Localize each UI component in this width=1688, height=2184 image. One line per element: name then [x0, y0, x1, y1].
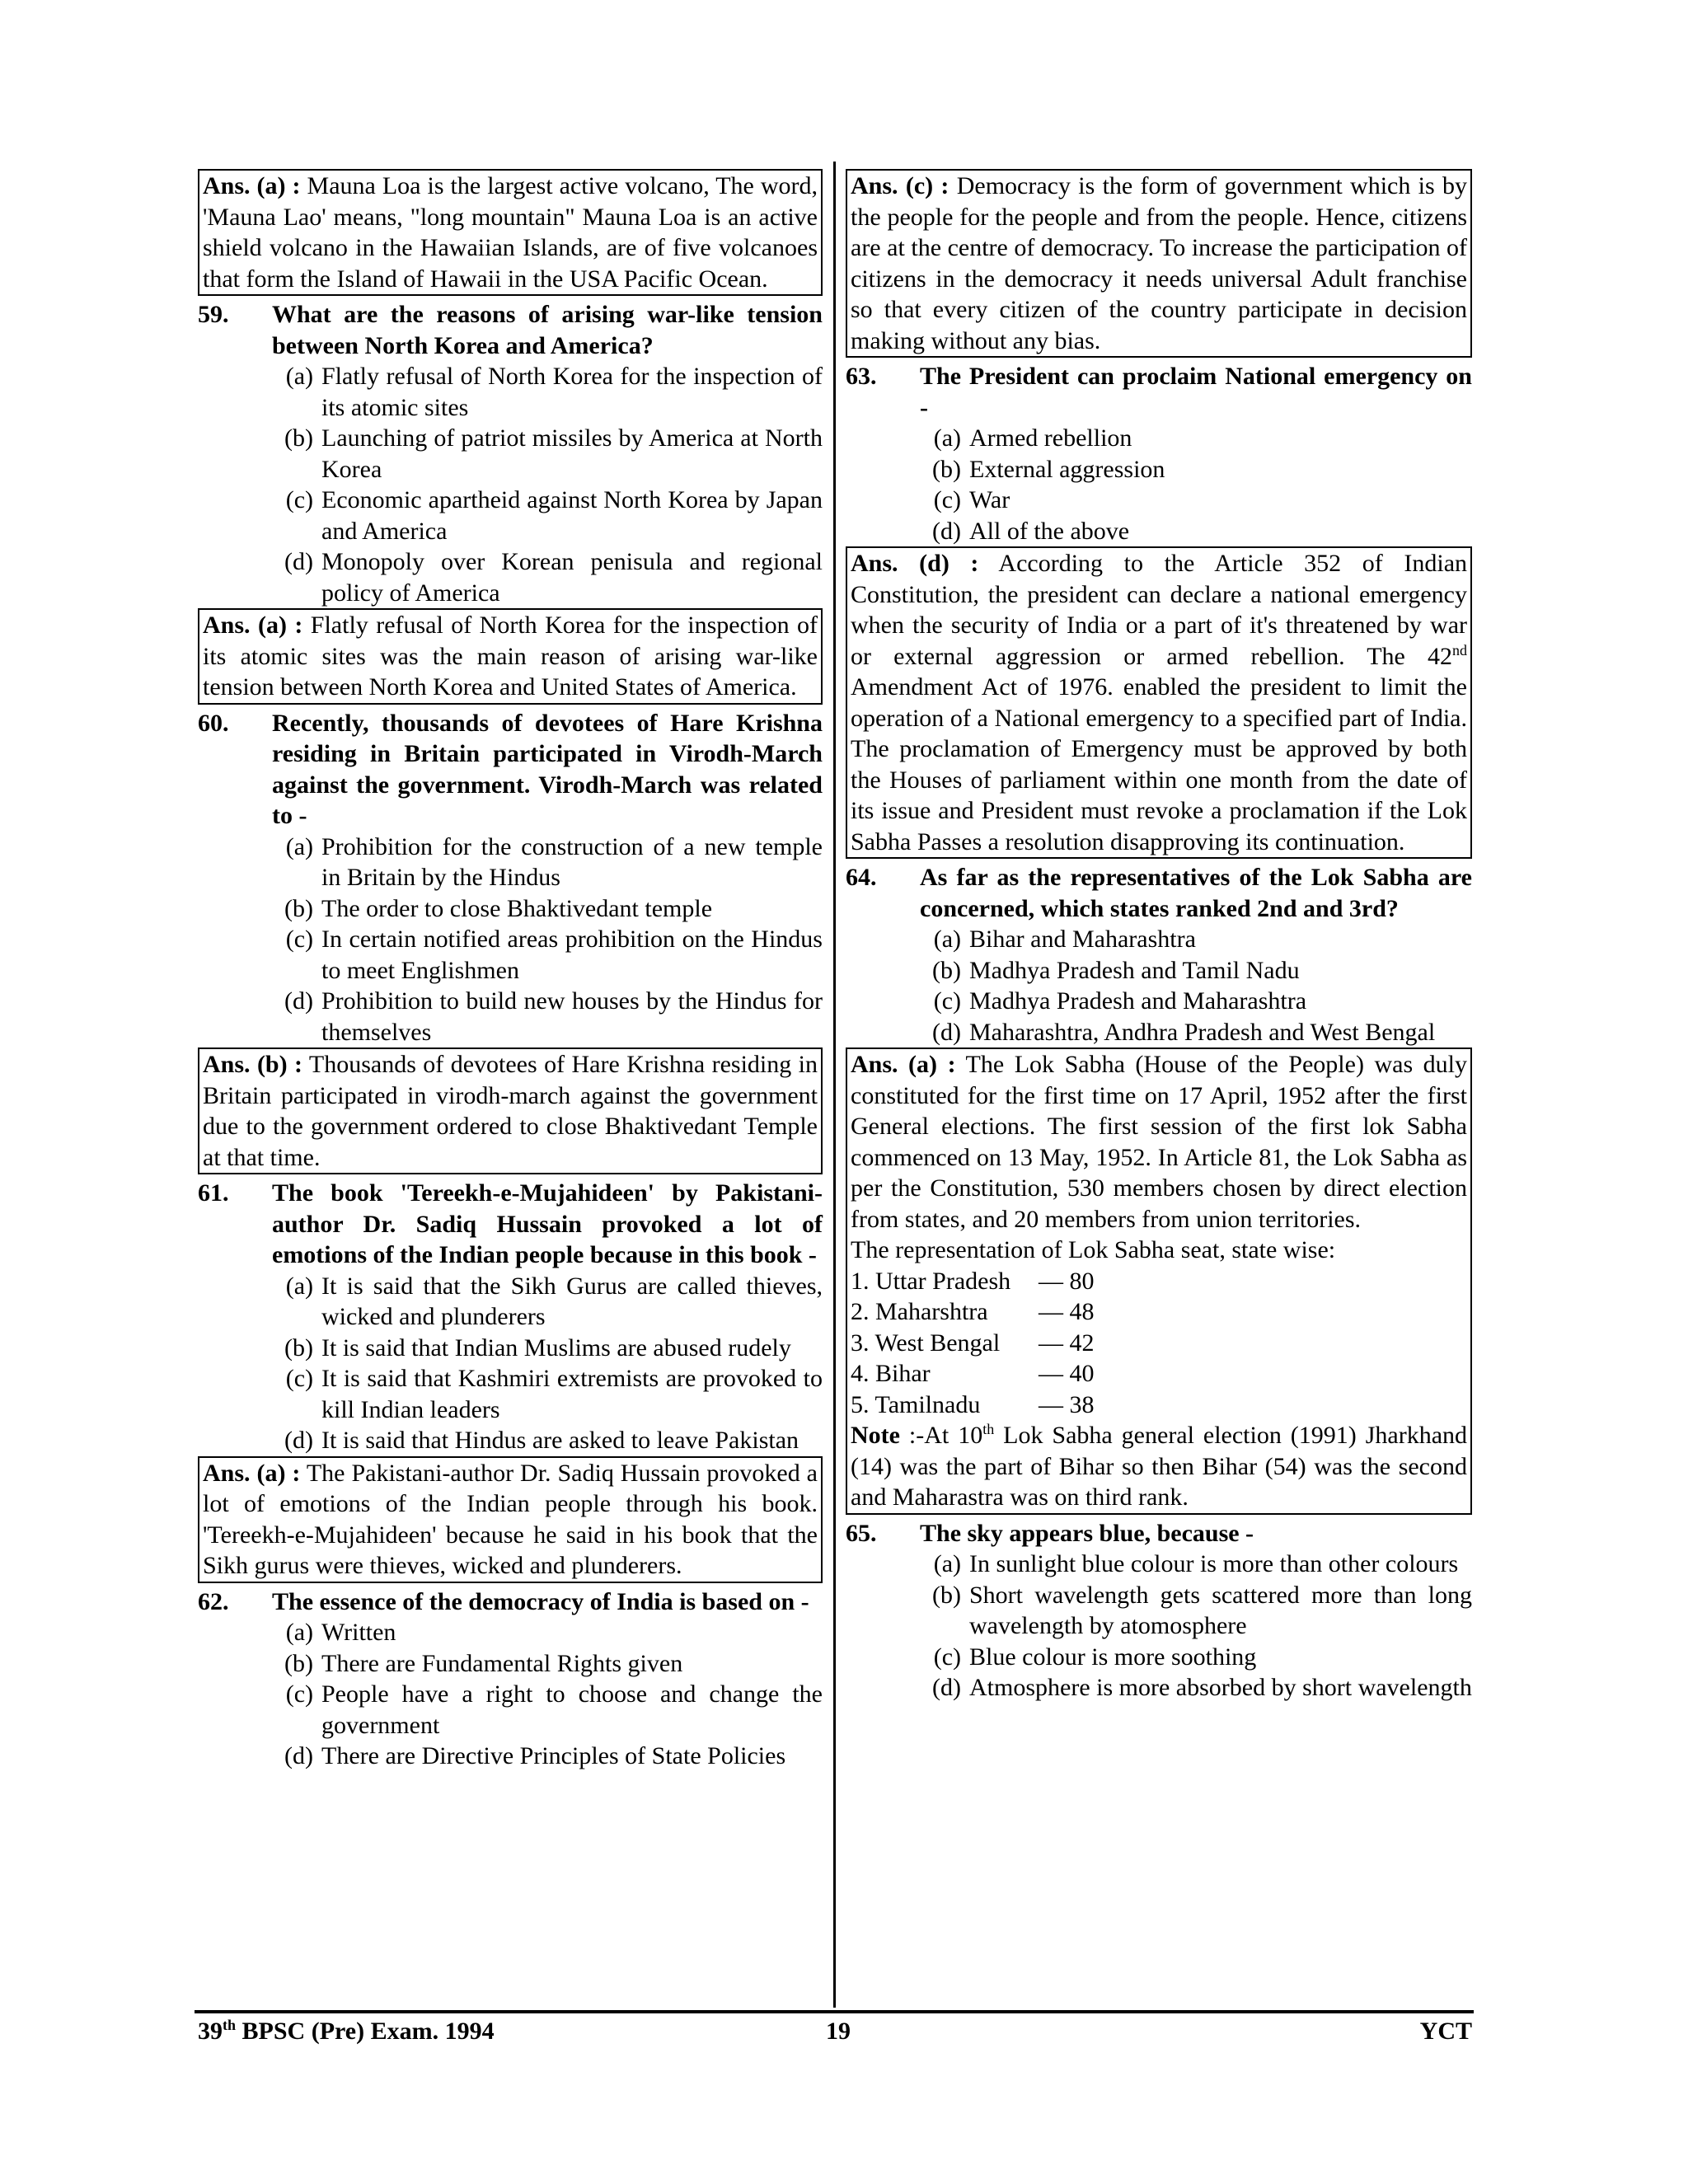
question-62 — [198, 1586, 823, 1618]
question-63 — [846, 361, 1472, 423]
left-column — [198, 169, 823, 1772]
superscript: nd — [1452, 641, 1467, 658]
answer-label: Ans. (b) : — [203, 1051, 303, 1078]
question-text: The President can proclaim National emergency on - — [920, 363, 1472, 421]
footer-rule — [195, 2010, 1474, 2013]
seat-list-intro: The representation of Lok Sabha seat, state wise: — [851, 1236, 1336, 1263]
answer-box-62 — [846, 169, 1472, 358]
page-number: 19 — [826, 2018, 851, 2045]
option-60-d: (d) Prohibition to build new houses by the Hindus for themselves — [284, 987, 823, 1046]
answer-label: Ans. (d) : — [851, 550, 979, 577]
state-row: 5. Tamilnadu — 38 — [851, 1390, 1095, 1418]
answer-text-cont: Amendment Act of 1976. enabled the president to limit the operation of a National emergency to a specified part of India. The proclamation of Emergency must be approved by both the Houses of parliament within one month from the date of its issue and President must revoke a proclamation if the Lok Sabha Passes a resolution disapproving its continuation. — [851, 673, 1467, 855]
question-number: 61. — [198, 1179, 229, 1207]
answer-box-61 — [198, 1456, 823, 1583]
option-60-b: (b) The order to close Bhaktivedant temple — [284, 894, 713, 922]
answer-text: The Pakistani-author Dr. Sadiq Hussain provoked a lot of emotions of the Indian people through his book. 'Tereekh-e-Mujahideen' because he said in his book that the Sikh gurus were thieves, wicked and plunderers. — [203, 1459, 818, 1579]
answer-text: Thousands of devotees of Hare Krishna residing in Britain participated in virodh-march against the government due to the government ordered to close Bhaktivedant Temple at that time. — [203, 1051, 818, 1171]
option-65-d: (d) Atmosphere is more absorbed by short wavelength — [932, 1674, 1472, 1701]
question-64 — [846, 862, 1472, 924]
question-number: 60. — [198, 709, 229, 737]
answer-label: Ans. (a) : — [851, 1051, 956, 1078]
option-64-c: (c) Madhya Pradesh and Maharashtra — [933, 987, 1307, 1015]
state-row: 1. Uttar Pradesh — 80 — [851, 1267, 1095, 1295]
option-61-a: (a) It is said that the Sikh Gurus are called thieves, wicked and plunderers — [285, 1272, 823, 1330]
question-text: The book 'Tereekh-e-Mujahideen' by Pakistani-author Dr. Sadiq Hussain provoked a lot of emotions of the Indian people because in this book - — [272, 1179, 823, 1268]
column-divider — [833, 162, 836, 2008]
answer-text: The Lok Sabha (House of the People) was duly constituted for the first time on 17 April, 1952 after the first General elections. The first session of the first lok Sabha commenced on 13 May, 1952. In Article 81, the Lok Sabha as per the Constitution, 530 members chosen by direct election from states, and 20 members from union territories. — [851, 1051, 1467, 1233]
page-footer — [198, 2018, 1472, 2054]
option-65-a: (a) In sunlight blue colour is more than other colours — [933, 1550, 1459, 1577]
question-text: What are the reasons of arising war-like tension between North Korea and America? — [272, 301, 823, 359]
question-number: 63. — [846, 363, 877, 390]
option-59-d: (d) Monopoly over Korean penisula and regional policy of America — [284, 548, 823, 607]
question-number: 62. — [198, 1587, 229, 1615]
option-62-b: (b) There are Fundamental Rights given — [284, 1649, 683, 1677]
option-61-d: (d) It is said that Hindus are asked to leave Pakistan — [284, 1427, 799, 1454]
option-62-a: (a) Written — [285, 1619, 396, 1646]
answer-box-64 — [846, 1047, 1472, 1515]
answer-text: Mauna Loa is the largest active volcano, The word, 'Mauna Lao' means, "long mountain" Mauna Loa is an active shield volcano in the Hawaiian Islands, are of five volcanoes that form the Island of Hawaii in the USA Pacific Ocean. — [203, 172, 818, 293]
answer-box-60 — [198, 1047, 823, 1174]
option-62-c: (c) People have a right to choose and change the government — [285, 1680, 823, 1739]
exam-title: 39th BPSC (Pre) Exam. 1994 — [198, 2017, 495, 2045]
question-65 — [846, 1518, 1472, 1549]
option-60-c: (c) In certain notified areas prohibition on the Hindus to meet Englishmen — [285, 926, 823, 984]
option-63-b: (b) External aggression — [932, 455, 1165, 483]
option-61-b: (b) It is said that Indian Muslims are abused rudely — [284, 1333, 791, 1361]
answer-box-63 — [846, 546, 1472, 859]
question-text: The sky appears blue, because - — [920, 1519, 1254, 1547]
state-row: 3. West Bengal — 42 — [851, 1329, 1095, 1357]
answer-label: Ans. (c) : — [851, 172, 950, 199]
question-number: 65. — [846, 1519, 877, 1547]
option-61-c: (c) It is said that Kashmiri extremists are provoked to kill Indian leaders — [285, 1365, 823, 1423]
note: Note :-At 10th Lok Sabha general election (1991) Jharkhand (14) was the part of Bihar so then Bihar (54) was the second and Maharastra was on third rank. — [851, 1421, 1468, 1511]
option-65-b: (b) Short wavelength gets scattered more than long wavelength by atomosphere — [932, 1581, 1472, 1639]
answer-text: Democracy is the form of government which is by the people for the people and from the people. Hence, citizens are at the centre of democracy. To increase the participation of citizens in the democracy it needs universal Adult franchise so that every citizen of the country participate in decision making without any bias. — [851, 172, 1467, 354]
question-61 — [198, 1178, 823, 1271]
option-63-c: (c) War — [933, 486, 1010, 513]
answer-box-58 — [198, 169, 823, 296]
question-59 — [198, 299, 823, 361]
option-60-a: (a) Prohibition for the construction of a new temple in Britain by the Hindus — [285, 832, 823, 891]
option-59-a: (a) Flatly refusal of North Korea for the inspection of its atomic sites — [285, 363, 823, 421]
question-text: As far as the representatives of the Lok Sabha are concerned, which states ranked 2nd and 3rd? — [920, 864, 1472, 922]
right-column — [846, 169, 1472, 1704]
answer-label: Ans. (a) : — [203, 612, 303, 639]
option-65-c: (c) Blue colour is more soothing — [933, 1643, 1257, 1671]
answer-box-59 — [198, 608, 823, 705]
option-63-d: (d) All of the above — [932, 517, 1130, 545]
answer-label: Ans. (a) : — [203, 1459, 301, 1487]
publisher-brand: YCT — [1419, 2018, 1472, 2045]
option-59-c: (c) Economic apartheid against North Korea by Japan and America — [285, 486, 823, 545]
answer-label: Ans. (a) : — [203, 172, 301, 199]
state-row: 2. Maharshtra — 48 — [851, 1298, 1095, 1325]
option-64-d: (d) Maharashtra, Andhra Pradesh and West Bengal — [932, 1018, 1436, 1046]
question-text: Recently, thousands of devotees of Hare Krishna residing in Britain participated in Virodh-March against the government. Virodh-March was related to - — [272, 709, 823, 829]
option-62-d: (d) There are Directive Principles of State Policies — [284, 1742, 786, 1769]
question-number: 59. — [198, 301, 229, 328]
answer-text: Flatly refusal of North Korea for the inspection of its atomic sites was the main reason of arising war-like tension between North Korea and United States of America. — [203, 612, 818, 701]
state-row: 4. Bihar — 40 — [851, 1360, 1095, 1387]
option-59-b: (b) Launching of patriot missiles by America at North Korea — [284, 424, 823, 483]
question-60 — [198, 708, 823, 832]
option-63-a: (a) Armed rebellion — [933, 424, 1132, 452]
option-64-a: (a) Bihar and Maharashtra — [933, 926, 1196, 953]
option-64-b: (b) Madhya Pradesh and Tamil Nadu — [932, 956, 1300, 984]
question-text: The essence of the democracy of India is based on - — [272, 1587, 809, 1615]
question-number: 64. — [846, 864, 877, 891]
answer-text: According to the Article 352 of Indian Constitution, the president can declare a national emergency when the security of India or a part of it's threatened by war or external aggression or armed rebellion. The 42 — [851, 550, 1468, 670]
